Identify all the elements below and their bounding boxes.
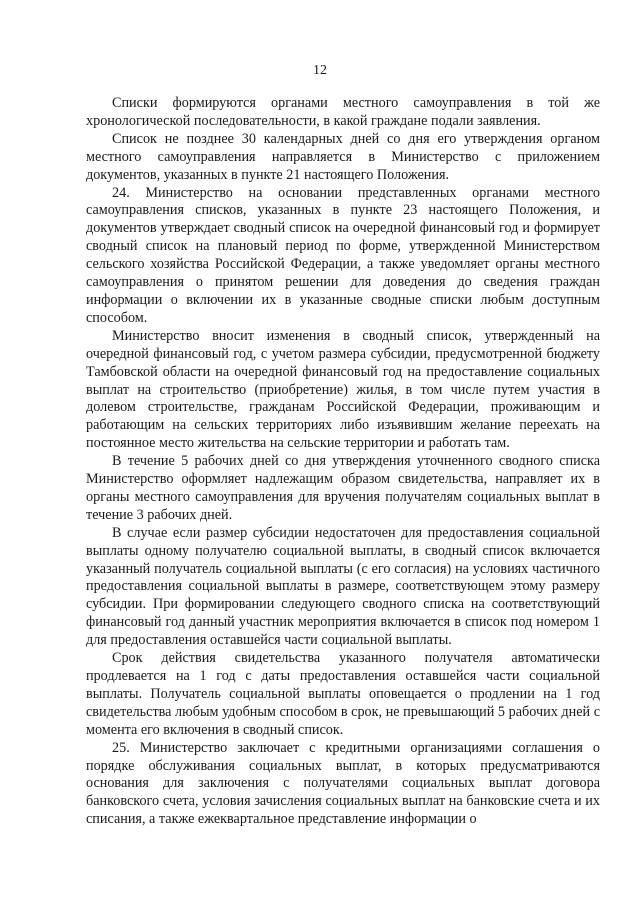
paragraph-list-submission: Список не позднее 30 календарных дней со дня его утверждения органом местного самоуправления направляется в Министерство с приложением документов, указанных в пункте 21 настоящего Положения. <box>86 130 600 183</box>
paragraph-item-24: 24. Министерство на основании представленных органами местного самоуправления списков, указанных в пункте 23 настоящего Положения, и документов утверждает сводный список на очередной финансовый год и формирует сводный список на плановый период по форме, утвержденной Министерством сельского хозяйства Российской Федерации, а также уведомляет органы местного самоуправления о принятом решении для доведения до сведения граждан информации о включении их в указанные сводные списки любым доступным способом. <box>86 184 600 326</box>
document-body <box>86 95 600 829</box>
paragraph-certificate-term: Срок действия свидетельства указанного получателя автоматически продлевается на 1 год с даты предоставления оставшейся части социальной выплаты. Получатель социальной выплаты оповещается о продлении на 1 год свидетельства любым удобным способом в срок, не превышающий 5 рабочих дней с момента его включения в сводный список. <box>86 650 600 738</box>
paragraph-item-25: 25. Министерство заключает с кредитными организациями соглашения о порядке обслуживания социальных выплат, в которых предусматриваются основания для заключения с получателями социальных выплат договора банковского счета, условия зачисления социальных выплат на банковские счета и их списания, а также ежеквартальное представление информации о <box>86 739 600 828</box>
page-number: 12 <box>313 63 327 78</box>
paragraph-list-changes: Министерство вносит изменения в сводный список, утвержденный на очередной финансовый год, с учетом размера субсидии, предусмотренной бюджету Тамбовской области на очередной финансовый год на предоставление социальных выплат на строительство (приобретение) жилья, в том числе путем участия в долевом строительстве, гражданам Российской Федерации, проживающим и работающим на сельских территориях либо изъявившим желание переехать на постоянное место жительства на сельские территории и работать там. <box>86 327 600 452</box>
paragraph-partial-payment: В случае если размер субсидии недостаточен для предоставления социальной выплаты одному получателю социальной выплаты, в сводный список включается указанный получатель социальной выплаты (с его согласия) на условиях частичного предоставления социальной выплаты в размере, соответствующем этому размеру субсидии. При формировании следующего сводного списка на соответствующий финансовый год данный участник мероприятия включается в список под номером 1 для предоставления оставшейся части социальной выплаты. <box>86 524 600 649</box>
paragraph-lists-formation: Списки формируются органами местного самоуправления в той же хронологической последовательности, в какой граждане подали заявления. <box>86 95 600 129</box>
paragraph-certificates: В течение 5 рабочих дней со дня утверждения уточненного сводного списка Министерство оформляет надлежащим образом свидетельства, направляет их в органы местного самоуправления для вручения получателям социальных выплат в течение 3 рабочих дней. <box>86 453 600 523</box>
